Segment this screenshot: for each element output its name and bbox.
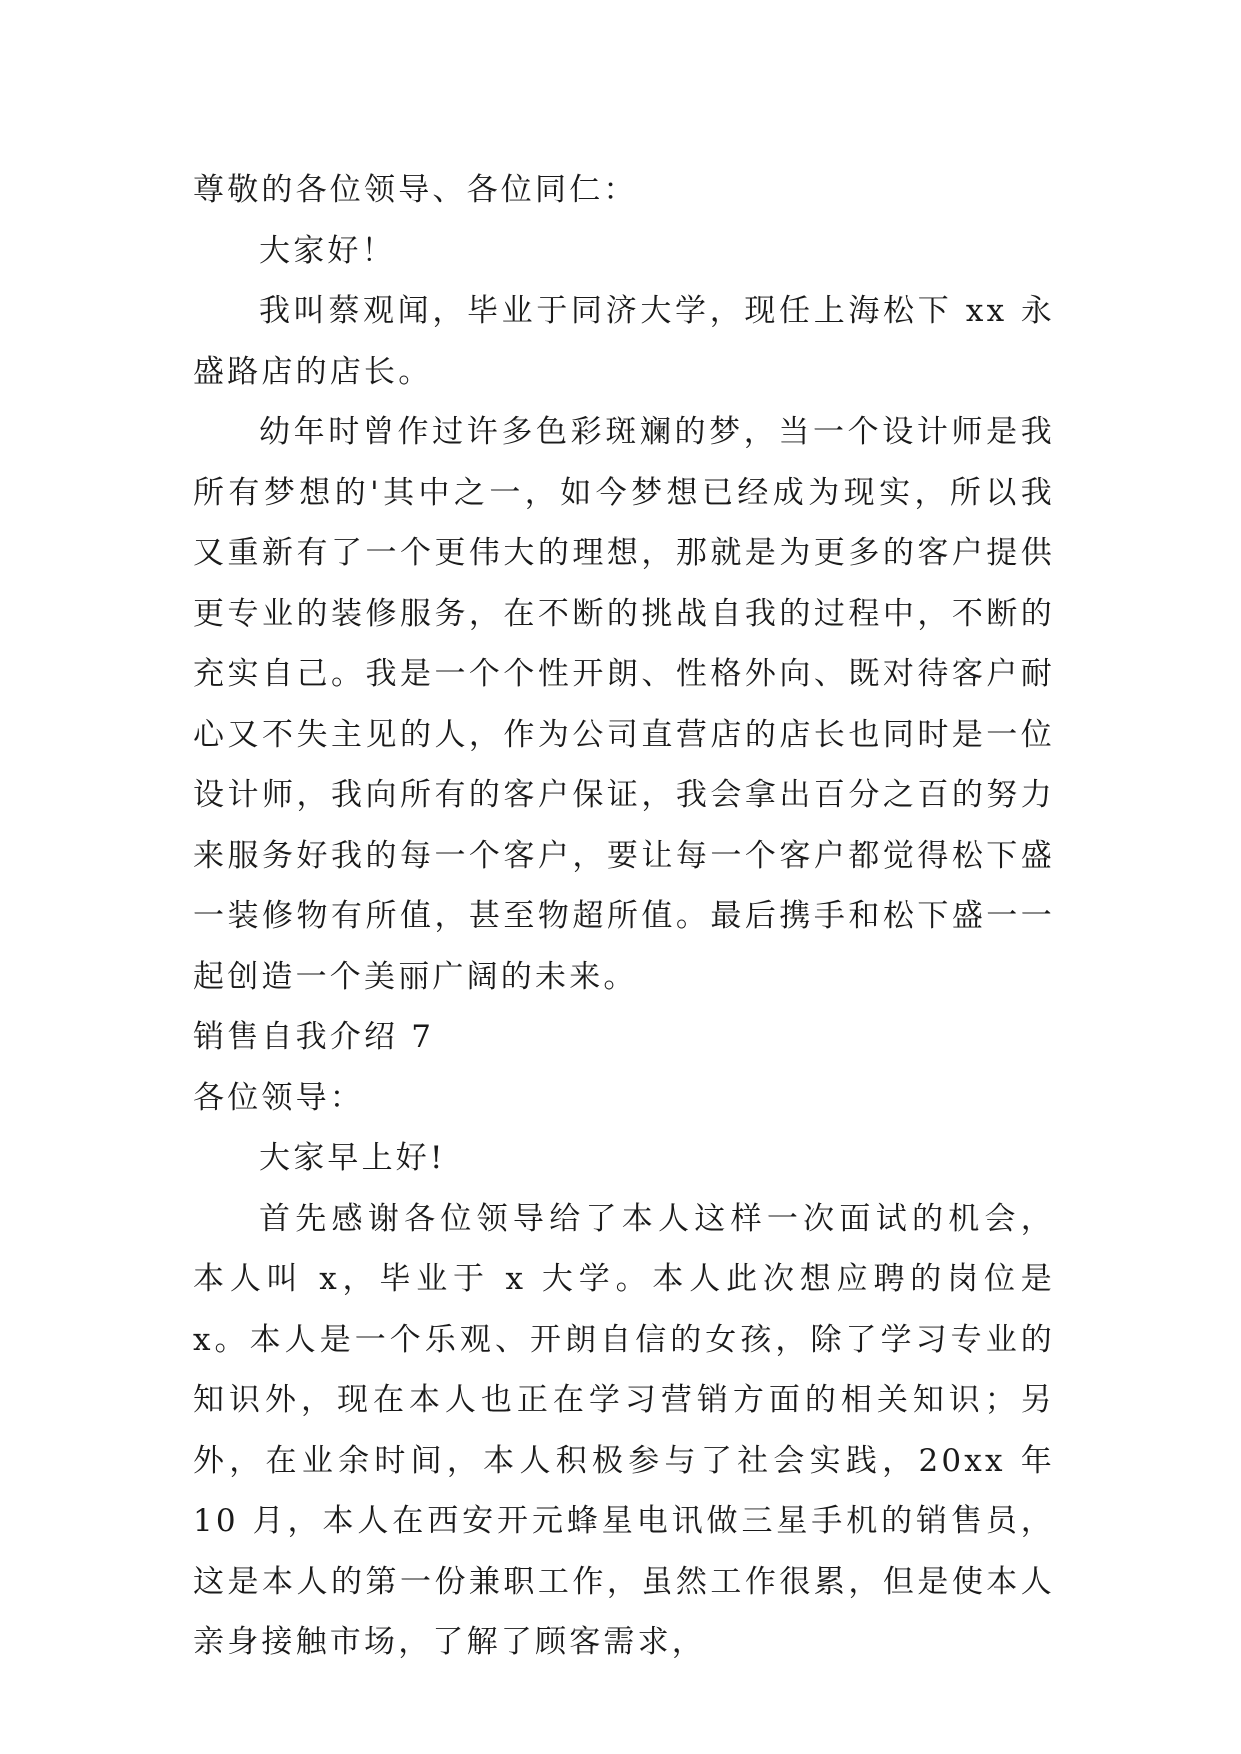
section-title: 销售自我介绍 7 <box>193 1019 435 1055</box>
body-paragraph: 幼年时曾作过许多色彩斑斓的梦，当一个设计师是我所有梦想的'其中之一，如今梦想已经成为现实，所以我又重新有了一个更伟大的理想，那就是为更多的客户提供更专业的装修服务，在不断的挑战自我的过程中，不断的充实自己。我是一个个性开朗、性格外向、既对待客户耐心又不失主见的人，作为公司直营店的店长也同时是一位设计师，我向所有的客户保证，我会拿出百分之百的努力来服务好我的每一个客户，要让每一个客户都觉得松下盛一装修物有所值，甚至物超所值。最后携手和松下盛一一起创造一个美丽广阔的未来。 <box>193 414 1055 995</box>
salutation: 尊敬的各位领导、各位同仁： <box>193 172 638 208</box>
greeting: 大家早上好! <box>259 1140 446 1176</box>
document-body <box>193 160 1055 1673</box>
body-paragraph: 首先感谢各位领导给了本人这样一次面试的机会， 本人叫 x，毕业于 x 大学。本人此次想应聘的岗位是 x。本人是一个乐观、开朗自信的女孩，除了学习专业的知识外，现在本人也正在学习营销方面的相关知识；另外，在业余时间，本人积极参与了社会实践，20xx 年 10 月，本人在西安开元蜂星电讯做三星手机的销售员，这是本人的第一份兼职工作，虽然工作很累，但是使本人亲身接触市场，了解了顾客需求， <box>193 1200 1055 1660</box>
intro-paragraph: 我叫蔡观闻，毕业于同济大学，现任上海松下 xx 永盛路店的店长。 <box>193 293 1055 390</box>
greeting: 大家好！ <box>259 232 396 269</box>
salutation: 各位领导： <box>193 1079 364 1116</box>
